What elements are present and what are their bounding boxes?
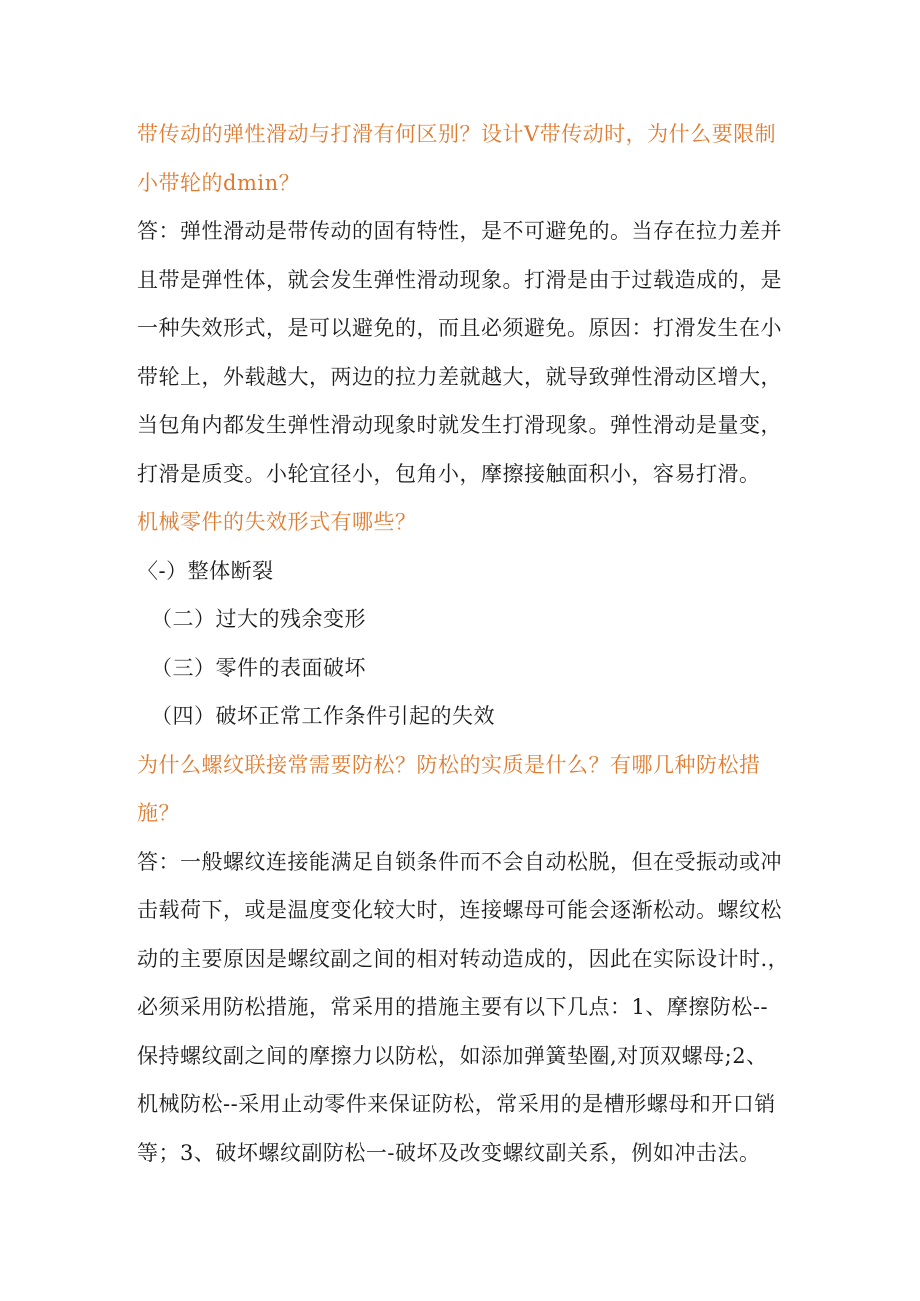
answer-1-line-3: 一种失效形式，是可以避免的，而且必须避免。原因：打滑发生在小 xyxy=(137,316,782,340)
answer-3-line-1: 答：一般螺纹连接能满足自锁条件而不会自动松脱，但在受振动或冲 xyxy=(137,849,782,874)
answer-3-line-5: 保持螺纹副之间的摩擦力以防松，如添加弹簧垫圈,对顶双螺母;2、 xyxy=(137,1043,768,1068)
answer-3-line-7: 等；3、破坏螺纹副防松一-破坏及改变螺纹副关系，例如冲击法。 xyxy=(137,1140,761,1165)
answer-1-line-4: 带轮上，外载越大，两边的拉力差就越大，就导致弹性滑动区增大， xyxy=(137,364,782,389)
question-1-line-1: 带传动的弹性滑动与打滑有何区别？设计V带传动时，为什么要限制 xyxy=(137,122,777,146)
answer-3-line-4: 必须采用防松措施，常采用的措施主要有以下几点：1、摩擦防松-- xyxy=(137,995,769,1019)
list-item-1: 〈-）整体断裂 xyxy=(137,558,274,583)
answer-1-line-1: 答：弹性滑动是带传动的固有特性，是不可避免的。当存在拉力差并 xyxy=(137,219,782,243)
answer-1-line-2: 且带是弹性体，就会发生弹性滑动现象。打滑是由于过载造成的，是 xyxy=(137,267,782,292)
list-item-2: （二）过大的残余变形 xyxy=(151,607,366,631)
question-3-line-2: 施？ xyxy=(137,801,180,825)
answer-3-line-3: 动的主要原因是螺纹副之间的相对转动造成的，因此在实际设计时.， xyxy=(137,946,790,971)
question-2-line-1: 机械零件的失效形式有哪些？ xyxy=(137,510,417,534)
list-item-4: （四）破坏正常工作条件引起的失效 xyxy=(151,704,495,728)
list-item-3: （三）零件的表面破坏 xyxy=(151,655,366,680)
answer-3-line-6: 机械防松--采用止动零件来保证防松，常采用的是槽形螺母和开口销 xyxy=(137,1092,776,1116)
answer-3-line-2: 击载荷下，或是温度变化较大时，连接螺母可能会逐渐松动。螺纹松 xyxy=(137,898,782,922)
question-1-line-2: 小带轮的dmin？ xyxy=(137,170,301,195)
answer-1-line-5: 当包角内都发生弹性滑动现象时就发生打滑现象。弹性滑动是量变， xyxy=(137,413,782,437)
question-3-line-1: 为什么螺纹联接常需要防松？防松的实质是什么？有哪几种防松措 xyxy=(137,752,761,777)
answer-1-line-6: 打滑是质变。小轮宜径小，包角小，摩擦接触面积小，容易打滑。 xyxy=(137,461,761,486)
